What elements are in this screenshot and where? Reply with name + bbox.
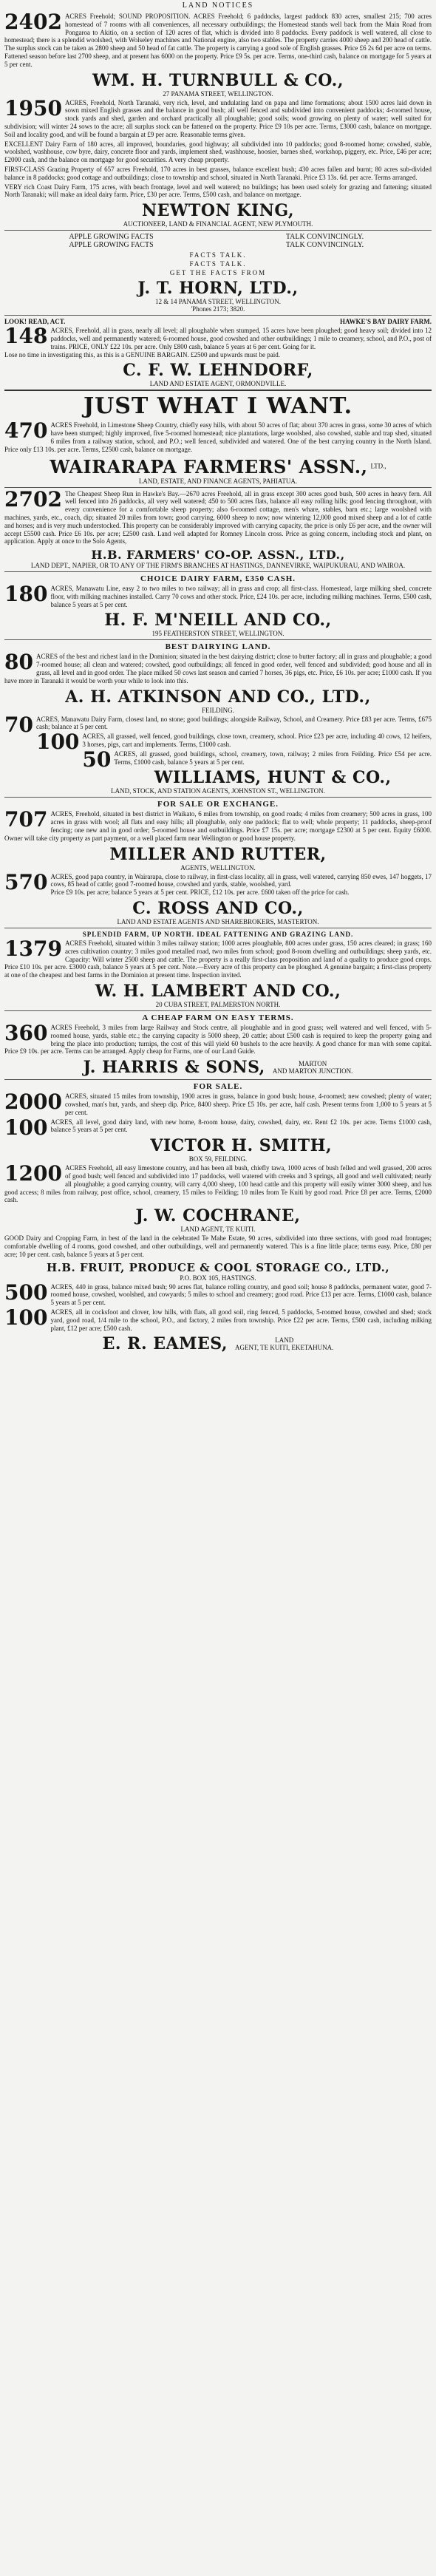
ad-100-acres-c	[4, 1305, 432, 1332]
ad-text: ACRES, all grassed, good buildings, school, creamery, town, railway; 2 miles from Feilding. Price £54 per acre. Terms, £1000 cash, balance 5 years at 5 per cent.	[114, 750, 432, 766]
ad-text: ACRES, all level, good dairy land, with new home, 8-room house, dairy, cowshed, dairy, etc. Rent £2 10s. per acre. Terms £1000 cash, balance 5 years at 5 per cent.	[50, 1118, 432, 1134]
divider	[4, 571, 432, 572]
agent-name: NEWTON KING,	[141, 201, 295, 221]
agent-address: 12 & 14 PANAMA STREET, WELLINGTON.	[155, 298, 281, 306]
agent-name: J. HARRIS & SONS,	[83, 1058, 265, 1078]
agent-place-2: AND MARTON JUNCTION.	[272, 1067, 353, 1075]
divider	[4, 487, 432, 488]
divider	[4, 390, 432, 391]
splendid-farm-heading: SPLENDID FARM, UP NORTH. IDEAL FATTENING AND GRAZING LAND.	[82, 931, 354, 939]
look-read-row	[4, 318, 432, 325]
ad-note: Lose no time in investigating this, as this is a GENUINE BARGAIN. £2500 and upwards must be paid.	[4, 350, 280, 358]
ad-70-acres	[4, 712, 432, 737]
agent-victor-smith	[4, 1136, 432, 1163]
ad-text: The Cheapest Sheep Run in Hawke's Bay.—2670 acres Freehold, all in grass except 300 acres good bush, 500 acres in heavy fern. All well fenced into 26 paddocks, all very well watered; 450 to 500 acres flats, balance all easy rolling hills; good fencing throughout, with every convenience for a comfortable sheep property; also 6-roomed cottage, men's whare, stables, barn etc.; large woolshed with machines, yards, etc., coach, dip; situated 20 miles from town; good carrying, 6000 sheep to now; now wintering 12,000 good mixed sheep and a lot of cattle and horses; and is very much understocked. This property can be considerably improved with carrying capacity, the price is only £6 per acre, and the owner will accept £5500 cash. Price £6 10s. per acre; £2500 cash. Land well adapted for Romney Lincoln cross. Price as going concern, including stock and plant, on application. Apply at once to the Solo Agents,	[4, 489, 432, 546]
agent-name: E. R. EAMES,	[102, 1334, 228, 1354]
agent-name: C. ROSS AND CO.,	[132, 899, 304, 919]
agent-address: FEILDING.	[202, 706, 234, 714]
lead-number: 470	[4, 418, 48, 444]
agent-eames	[4, 1334, 432, 1353]
divider	[4, 1079, 432, 1080]
divider	[4, 639, 432, 640]
facts-talk-2: FACTS TALK.	[189, 260, 247, 268]
lead-number: 50	[82, 747, 112, 772]
lead-number: 2000	[4, 1090, 62, 1115]
facts-block	[4, 233, 432, 313]
ad-100-acres-b	[4, 1115, 432, 1140]
agent-name: H.B. FARMERS' CO-OP. ASSN., LTD.,	[91, 548, 345, 563]
agent-wairarapa	[4, 456, 432, 485]
lead-number: 148	[4, 324, 48, 349]
ad-100-acres	[4, 730, 432, 755]
agent-address: LAND, STOCK, AND STATION AGENTS, JOHNSTON ST., WELLINGTON.	[111, 787, 325, 795]
ad-text: ACRES Freehold, 3 miles from large Railway and Stock centre, all ploughable and in good grass; well watered and well fenced, with 5-roomed house, yards, stable etc.; the carrying capacity is 5000 sheep, 20 cattle; about £500 cash is required to keep the property going and bring the place into production; turnips, the cost of this will yield 60 bushels to the acre heavily. A good chance for man with some capital. Price £9 10s. per acre. Terms can be arranged. Apply cheap for Farms, one of our Land Guide.	[4, 1024, 432, 1056]
ad-text: ACRES, Freehold, situated in best district in Waikato, 6 miles from township, on good roads; 4 miles from creamery; 500 acres in grass, 100 acres in grass with wool; all flats and easy hills; all ploughable, only one paddock; flat to well; whole property; 11 paddocks, sheep-proof fencing; one new and in good order; 5-roomed house and outbuildings. Price £7 15s. per acre; mortgage £2300 at 5 per cent. Equity £6000. Owner will take city property as part payment, or a well placed farm near Wellington or good house property.	[4, 810, 432, 842]
ad-text: ACRES Freehold, situated within 3 miles railway station; 1000 acres ploughable, 800 acres under grass, 150 acres cleared; in grass; 160 acres cultivation country; 3 miles good metalled road, two miles from school; good 8-room dwelling and outbuildings; sheep yards, etc. Capacity: Will winter 2500 sheep and cattle. The property is a really first-class proposition and land of a quality to produce good crops. Price £10 10s. per acre. £3000 cash, balance 5 years at 5 per cent. Note.—Every acre of this property can be ploughed. A genuine bargain; a first-class property at one of the cheapest and best farms in the Dominion at present time. Inspection invited.	[4, 939, 432, 979]
for-sale-heading: FOR SALE.	[193, 1082, 243, 1092]
ad-text: FIRST-CLASS Grazing Property of 657 acres Freehold, 170 acres in best grasses, balance excellent bush; 430 acres fallen and burnt; 80 acres sub-divided balance in 8 paddocks; good cottage and outbuildings; close to township and school, situated in North Taranaki. Price £3 13s. 6d. per acre. Terms arranged.	[4, 165, 432, 181]
ad-2402-acres	[4, 10, 432, 69]
divider	[4, 315, 432, 316]
ad-2000-acres	[4, 1092, 432, 1116]
agent-name: WILLIAMS, HUNT & CO.,	[154, 768, 392, 788]
lead-number: 500	[4, 1279, 48, 1305]
ad-text: ACRES, situated 15 miles from township, 1900 acres in grass, balance in good bush; house, 4-roomed; new cowshed; plenty of water; cowshed, man's hut, yards, and sheep dip. Price, 8400 sheep. Price £5 10s. per acre, half cash. Present terms from 1,000 to 5 years at 5 per cent.	[64, 1092, 432, 1116]
ad-148-acres	[4, 324, 432, 358]
agent-cochrane	[4, 1206, 432, 1233]
ad-grazing-657	[4, 166, 432, 182]
divider	[4, 230, 432, 231]
get-facts: GET THE FACTS FROM	[169, 269, 267, 277]
ad-text: ACRES, 440 in grass, balance mixed bush; 90 acres flat, balance rolling country, and good soil; house 8 paddocks, permanent water, good 7-roomed house, cowshed, woolshed, and cowyards; 5 miles to school and creamery; good road. Price £13 per acre. Terms, £1000 cash, balance 5 years at 5 per cent.	[50, 1282, 432, 1307]
choice-dairy-heading: CHOICE DAIRY FARM, £350 CASH.	[140, 574, 296, 584]
facts-talk-1: FACTS TALK.	[189, 251, 247, 259]
cheap-farm-heading: A CHEAP FARM ON EASY TERMS.	[142, 1013, 294, 1023]
agent-name: WAIRARAPA FARMERS' ASSN.,	[50, 455, 368, 478]
agent-role-1: LAND	[275, 1336, 294, 1345]
lead-number: 100	[4, 1305, 48, 1330]
agent-role-2: AGENT, TE KUITI, EKETAHUNA.	[235, 1344, 334, 1352]
look-read-act: LOOK! READ, ACT.	[4, 318, 66, 326]
ad-500-acres	[4, 1279, 432, 1307]
lead-number: 70	[4, 712, 33, 737]
ad-text: EXCELLENT Dairy Farm of 180 acres, all improved, boundaries, good highway; all subdivided into 10 paddocks; good 8-roomed home; cowshed, stable, woolshed, washhouse, cow byre, dairy, concrete floor and yards, implement shed, washhouse, hoosier, barnes shed, workshop, piggery, etc. Price, £46 per acre; £2000 cash, and the balance on mortgage for good securities. A very cheap property.	[4, 140, 432, 164]
ad-570-acres	[4, 869, 432, 897]
ad-good-dairy	[4, 1234, 432, 1258]
agent-role: AUCTIONEER, LAND & FINANCIAL AGENT, NEW PLYMOUTH.	[123, 220, 313, 228]
ad-text: ACRES Freehold, all easy limestone country, and has been all bush, chiefly tawa, 1000 acres of bush felled and well grassed, 200 acres of good bush; well fenced and subdivided into 17 paddocks, well watered with creeks and 3 springs, all good and well cultivated; nearly all ploughable; a good carrying country, will carry 4,000 sheep, 100 head cattle and this property will easily winter 3000 sheep, and has good access; 8 miles from railway, post office, school, creamery, 15 miles to Feilding; 10 miles from Te Kuiti by good road. Price £8 per acre. Terms, £2000 cash.	[4, 1164, 432, 1204]
agent-name: J. T. HORN, LTD.,	[137, 279, 299, 299]
ad-1379-acres	[4, 939, 432, 979]
best-dairying-heading: BEST DAIRYING LAND.	[165, 642, 271, 652]
ad-text: ACRES, all grassed, well fenced, good buildings, close town, creamery, school. Price £23 per acre, including 40 cows, 12 heifers, 3 horses, pigs, cart and implements. Terms, £1000 cash.	[82, 733, 432, 749]
agent-name: VICTOR H. SMITH,	[150, 1136, 333, 1156]
agent-name: J. W. COCHRANE,	[135, 1206, 301, 1226]
lead-number: 100	[4, 1115, 48, 1140]
agent-lehndorf	[4, 361, 432, 387]
ad-text: ACRES, all in cocksfoot and clover, low hills, with flats, all good soil, ring fenced, 5 paddocks, 5-roomed house, cowshed and shed; stock yard, good road, 1/4 mile to the school, P.O., and factory, 2 miles from township. Price £22 per acre. Terms, £500 cash, including milking plant, £12 per acre; £500 cash.	[50, 1308, 432, 1332]
agent-address: 27 PANAMA STREET, WELLINGTON.	[163, 89, 273, 98]
ad-1200-acres	[4, 1161, 432, 1204]
agent-name: WM. H. TURNBULL & CO.,	[92, 70, 344, 90]
lead-number: 2402	[4, 10, 62, 34]
ad-2702-acres	[4, 486, 432, 546]
ad-text: ACRES Freehold; SOUND PROPOSITION. ACRES Freehold; 6 paddocks, largest paddock 830 acres, smallest 215; 700 acres homestead of 7 rooms with all conveniences, all necessary outbuildings; the Homestead stands well back from the Main Road from Pongaroa to Akitio, on a section of 120 acres of flat, which is divided into 8 paddocks. Every paddock is well watered, all close to homestead; there is a splendid woolshed, with Wolseley machines and National engine, also two stables. The property carries 4000 sheep and 200 head of cattle. The surplus stock can be taken as 2800 sheep and 50 head of fat cattle. The property is carrying a good sole of English grasses. Price £6 2s 6d per acre on terms. Fattened season before last 2700 sheep, and at present has 6000 on the property. Price £9 5s. per acre. Terms, one-third cash, balance on mortgage for 5 years at 5 per cent.	[4, 13, 432, 68]
agent-place-1: MARTON	[298, 1060, 327, 1068]
agent-name: H.B. FRUIT, PRODUCE & COOL STORAGE CO., LTD.,	[46, 1260, 390, 1274]
divider	[4, 797, 432, 798]
ad-text: ACRES, good papa country, in Wairarapa, close to railway, in first-class locality, all in grass, well watered, carrying 850 ewes, 147 hoggets, 17 cows, 85 head of cattle; good 7-roomed house, cowshed and yards, stable, woolshed, yard.	[50, 872, 432, 888]
lead-number: 570	[4, 869, 48, 894]
lead-number: 1950	[4, 95, 62, 120]
facts-right-2: TALK CONVINCINGLY.	[285, 241, 364, 250]
just-what-i-want-heading: JUST WHAT I WANT.	[83, 393, 353, 420]
facts-left-2: APPLE GROWING FACTS	[69, 241, 154, 250]
lead-number: 100	[35, 730, 80, 755]
agent-phones: 'Phones 2173; 3820.	[191, 305, 245, 313]
agent-address: 195 FEATHERSTON STREET, WELLINGTON.	[151, 630, 285, 638]
ad-coast-dairy	[4, 183, 432, 200]
agent-name: MILLER AND RUTTER,	[109, 844, 327, 864]
ad-text: ACRES of the best and richest land in the Dominion; situated in the best dairying district; close to butter factory; all in grass and ploughable; a good 7-roomed house; all clean and watered; cowshed, good outbuildings; all fenced in good order, well fenced and subdivided; good house and all in grass, all level and in good order. The place milked 50 cows last season and carried 7 horses, 36 pigs, etc. Price, £6 10s. per acre; £1000 cash. If you have more in Taranaki it would be worth your while to look into this.	[4, 653, 432, 684]
for-sale-exchange-heading: FOR SALE OR EXCHANGE.	[157, 800, 279, 809]
ad-707-acres	[4, 807, 432, 842]
ad-180-acres	[4, 582, 432, 608]
agent-address: LAND AND ESTATE AGENT, ORMONDVILLE.	[149, 380, 287, 388]
ad-text: ACRES, Freehold, all in grass, nearly all level; all ploughable when stumped, 15 acres have been ploughed; good heavy soil; divided into 12 paddocks, well and permanently watered; 6-roomed house, good cowshed and other outbuildings; 1 mile to creamery, school, and P.O., post of trains. PRICE, ONLY £22 10s. per acre. Only £800 cash, balance 5 years at 6 per cent. Going for it.	[50, 327, 432, 350]
agent-name: A. H. ATKINSON AND CO., LTD.,	[65, 687, 371, 707]
agent-harris	[4, 1058, 432, 1077]
agent-suffix: LTD.,	[370, 462, 386, 470]
lead-number: 80	[4, 650, 33, 675]
agent-name: W. H. LAMBERT AND CO.,	[95, 982, 341, 1002]
divider	[4, 1010, 432, 1011]
facts-left-1: APPLE GROWING FACTS	[69, 233, 154, 242]
agent-address: LAND AGENT, TE KUITI.	[180, 1226, 256, 1234]
lead-number: 360	[4, 1021, 48, 1046]
section-header: LAND NOTICES	[182, 1, 254, 10]
agent-name: C. F. W. LEHNDORF,	[123, 361, 313, 381]
ad-dairy-farm-180	[4, 140, 432, 164]
agent-turnbull	[4, 71, 432, 98]
agent-c-ross	[4, 899, 432, 925]
ad-360-acres	[4, 1021, 432, 1056]
ad-text: ACRES, Freehold, North Taranaki, very rich, level, and undulating land on papa and lime formations; about 1500 acres laid down in sown mixed English grasses and the balance in good bush; all well fenced and subdivided into convenient paddocks; 4-roomed house, stock yards and shed, garden and orchard practically all ploughable; good soils; wood growing on plenty of water; well suited for subdivision; will winter 24 sows to the acre; all surplus stock can be fattened on the property. Price £9 10s per acre. Terms, £3000 cash, balance on mortgage. Soil and locality good, and will be found a bargain at £9 per acre. Reasonable terms given.	[4, 98, 432, 138]
agent-newton-king	[4, 201, 432, 228]
ad-price: Price £9 10s. per acre; balance 5 years at 5 per cent. PRICE, £12 10s. per acre. £600 taken off the price for cash.	[50, 888, 350, 897]
ad-text: ACRES, Manawatu Line, easy 2 to two miles to two railway; all in grass and crop; all first-class. Homestead, large milking shed, concrete floor, with milking machines installed. Carry 70 cows and other stock. Price, £24 10s. per acre, including milking machines. Terms, £500 cash, balance 5 years at 5 per cent.	[50, 585, 432, 608]
agent-address: BOX 59, FEILDING.	[188, 1155, 248, 1163]
ad-text: GOOD Dairy and Cropping Farm, in best of the land in the celebrated Te Mahe Estate, 90 acres, subdivided into three sections, with good road frontages; comfortable dwelling of 4 rooms, good cowshed, and other outbuildings, well and permanently watered. This is a fine little place; terms easy. Price, £80 per acre; 10 per cent. cash, balance 5 years at 5 per cent.	[4, 1234, 432, 1258]
ad-text: VERY rich Coast Dairy Farm, 175 acres, with beach frontage, level and well watered; no buildings; has been used solely for grazing and fattening; situated North Taranaki; will make an ideal dairy farm. Price, £30 per acre. Terms, £500 cash, and balance on mortgage.	[4, 183, 432, 199]
agent-hb-fruit	[4, 1261, 432, 1282]
lead-number: 1200	[4, 1161, 62, 1186]
ad-470-acres	[4, 418, 432, 453]
ad-text: ACRES, Manawatu Dairy Farm, closest land, no stone; good buildings; alongside Railway, School, and Creamery. Price £83 per acre. Terms, £675 cash; balance at 5 per cent.	[35, 715, 432, 731]
hawkes-bay-dairy: HAWKE'S BAY DAIRY FARM.	[339, 318, 432, 326]
agent-address: P.O. BOX 105, HASTINGS.	[180, 1274, 256, 1282]
agent-hb-farmers	[4, 548, 432, 569]
agent-atkinson	[4, 687, 432, 714]
facts-right-1: TALK CONVINCINGLY.	[285, 233, 364, 242]
ad-text: ACRES Freehold, in Limestone Sheep Country, chiefly easy hills, with about 50 acres of flat; about 370 acres in grass, some 30 acres of which have been stumped; highly improved, five 5-roomed homestead; nice plantations, large woolshed, also cowshed, stable and trap shed, situated 6 miles from a railway station, school, and P.O.; well fenced, subdivided and watered. One of the best carrying country in the North Island. Price only £13 10s. per acre. Terms, £2500 cash, balance on mortgage.	[4, 421, 432, 453]
agent-address: LAND AND ESTATE AGENTS AND SHAREBROKERS, MASTERTON.	[117, 918, 319, 926]
agent-lambert	[4, 982, 432, 1008]
agent-address: 20 CUBA STREET, PALMERSTON NORTH.	[155, 1001, 281, 1009]
agent-mneill	[4, 611, 432, 637]
lead-number: 180	[4, 582, 48, 607]
lead-number: 707	[4, 807, 48, 832]
agent-williams-hunt	[4, 768, 432, 795]
ad-80-acres	[4, 650, 432, 684]
lead-number: 1379	[4, 937, 62, 962]
agent-address: LAND, ESTATE, AND FINANCE AGENTS, PAHIATUA.	[138, 477, 298, 485]
agent-address: LAND DEPT., NAPIER, OR TO ANY OF THE FIRM'S BRANCHES AT HASTINGS, DANNEVIRKE, WAIPUKURAU, AND WAIROA.	[30, 562, 406, 570]
ad-1950-acres	[4, 95, 432, 139]
agent-miller-rutter	[4, 845, 432, 871]
agent-address: AGENTS, WELLINGTON.	[180, 863, 256, 871]
lead-number: 2702	[4, 486, 62, 512]
agent-name: H. F. M'NEILL AND CO.,	[104, 611, 332, 631]
